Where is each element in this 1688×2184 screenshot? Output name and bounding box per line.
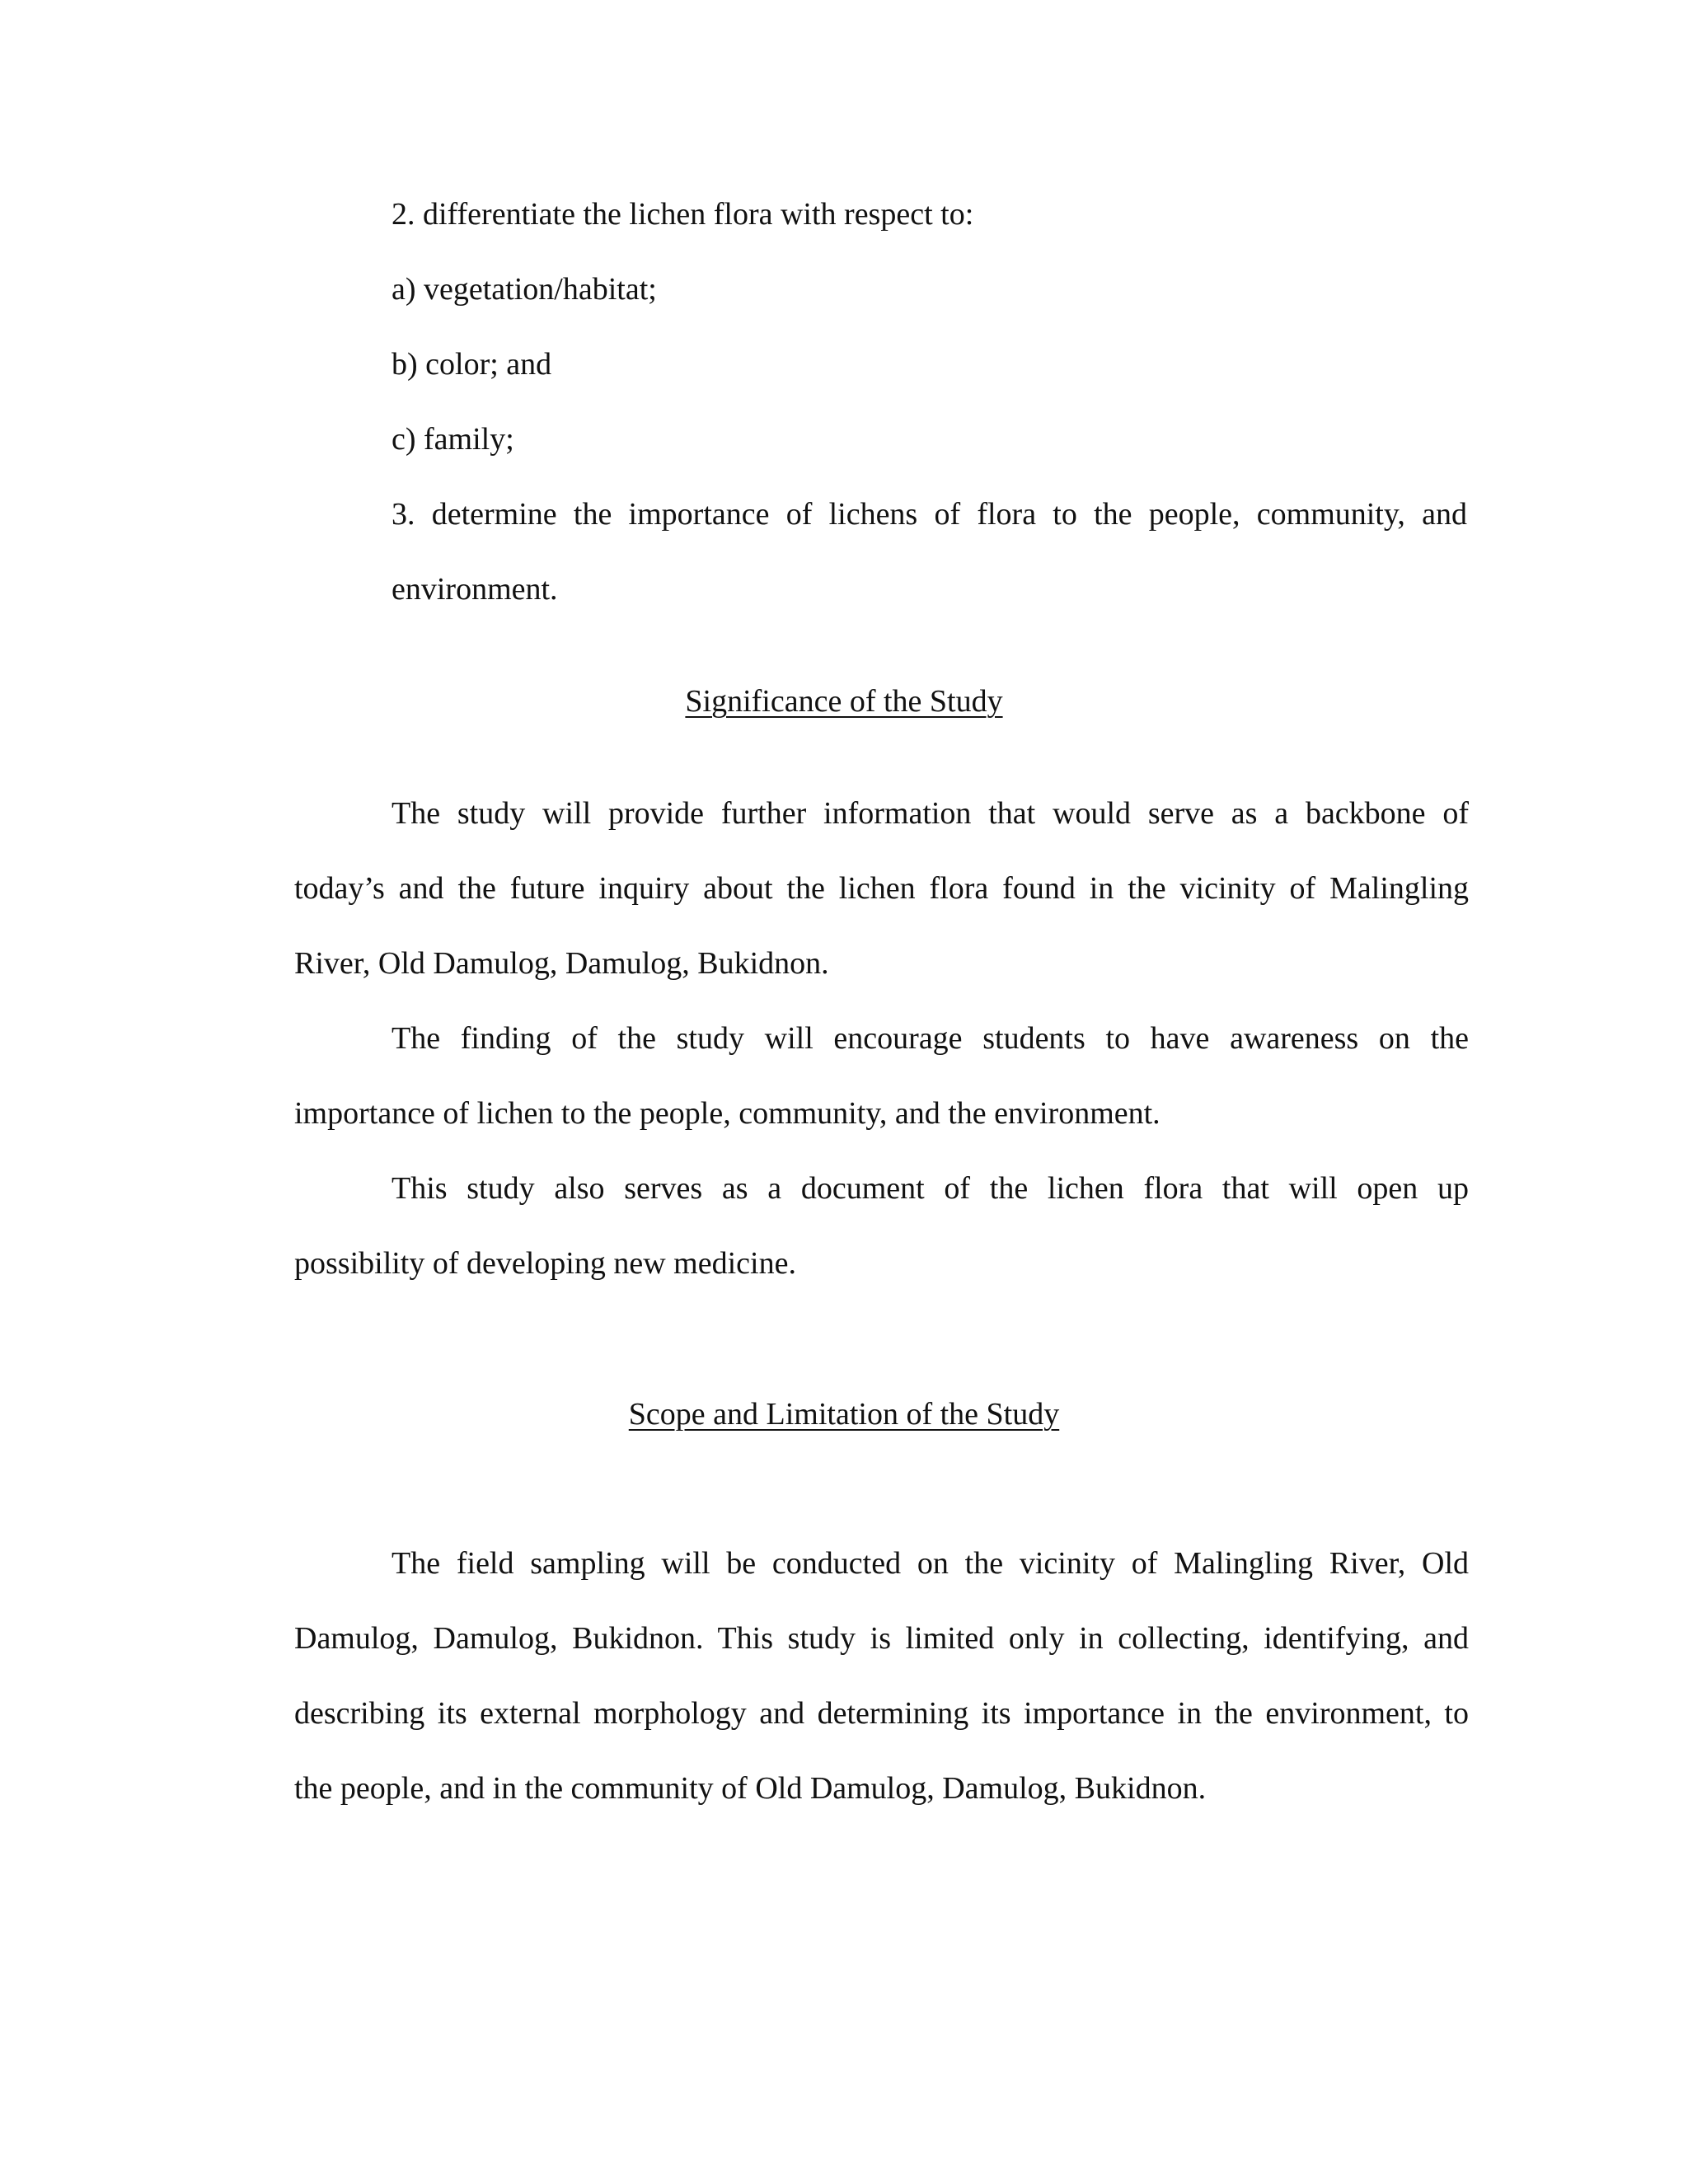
scope-p1-line-1: The field sampling will be conducted on the vicinity of Malingling River, Old <box>392 1546 1469 1581</box>
significance-p3-line-1: This study also serves as a document of the lichen flora that will open up <box>392 1171 1469 1206</box>
scope-heading-text: Scope and Limitation of the Study <box>628 1397 1060 1432</box>
objective-item-2: 2. differentiate the lichen flora with respect to: <box>392 197 974 232</box>
scope-p1-line-2: Damulog, Damulog, Bukidnon. This study is limited only in collecting, identifying, and <box>294 1621 1469 1656</box>
significance-p2-line-2: importance of lichen to the people, community, and the environment. <box>294 1096 1160 1131</box>
scope-p1-line-4: the people, and in the community of Old Damulog, Damulog, Bukidnon. <box>294 1771 1207 1806</box>
significance-p2-line-1: The finding of the study will encourage students to have awareness on the <box>392 1021 1469 1056</box>
objective-item-2c: c) family; <box>392 422 514 457</box>
significance-heading-text: Significance of the Study <box>685 684 1003 719</box>
significance-p1-line-3: River, Old Damulog, Damulog, Bukidnon. <box>294 946 829 981</box>
significance-p1-line-1: The study will provide further information that would serve as a backbone of <box>392 796 1469 831</box>
objective-item-3-line-1: 3. determine the importance of lichens of flora to the people, community, and <box>392 497 1467 532</box>
scope-p1-line-3: describing its external morphology and determining its importance in the environment, to <box>294 1696 1469 1731</box>
objective-item-2a: a) vegetation/habitat; <box>392 272 657 307</box>
objective-item-2b: b) color; and <box>392 347 552 382</box>
scope-heading <box>0 1395 1688 1433</box>
significance-p1-line-2: today’s and the future inquiry about the lichen flora found in the vicinity of Malingling <box>294 871 1469 906</box>
significance-p3-line-2: possibility of developing new medicine. <box>294 1246 796 1281</box>
significance-heading <box>0 682 1688 720</box>
objective-item-3-line-2: environment. <box>392 572 558 607</box>
